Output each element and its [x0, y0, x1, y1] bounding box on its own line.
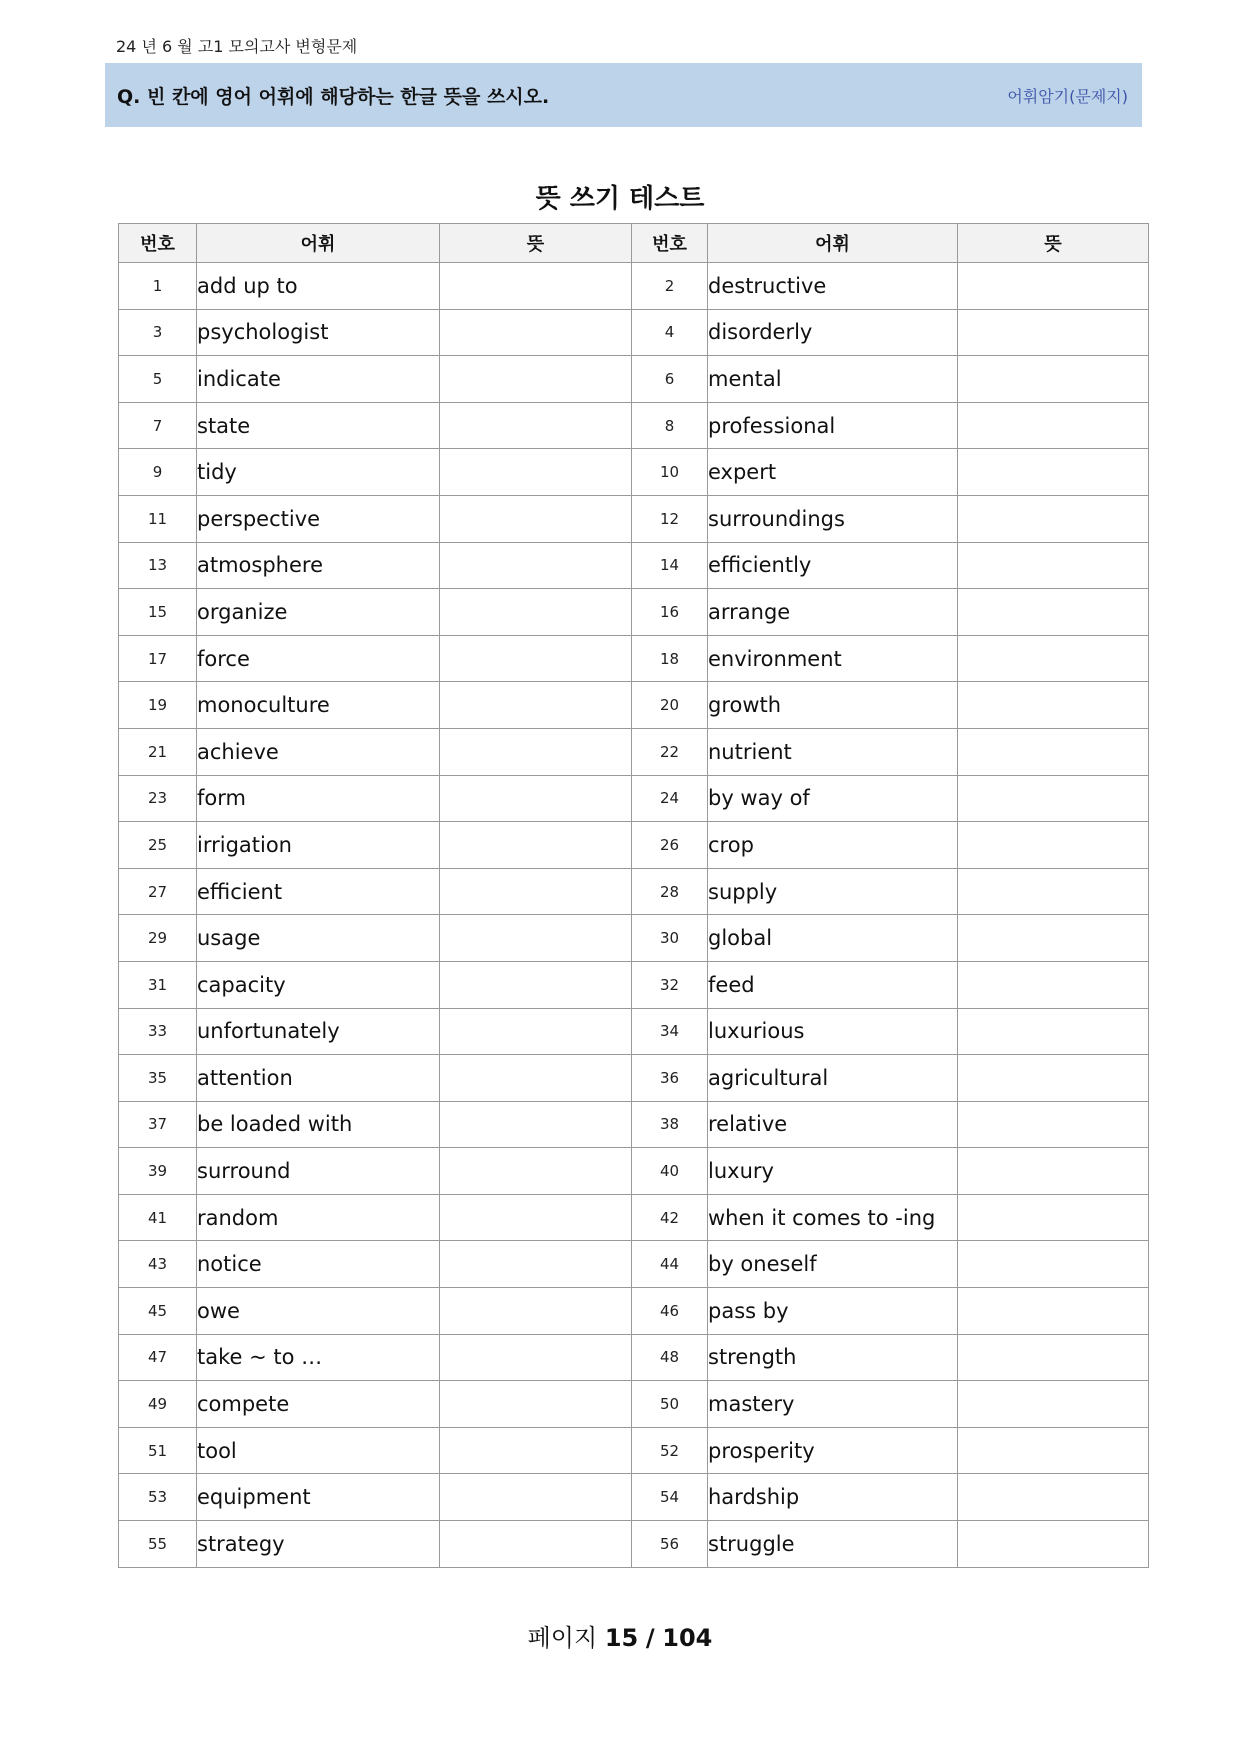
item-number: 13 [119, 542, 197, 589]
item-number: 32 [632, 961, 708, 1008]
item-number: 17 [119, 635, 197, 682]
vocab-word: add up to [197, 263, 440, 310]
meaning-blank[interactable] [440, 1474, 632, 1521]
meaning-blank[interactable] [958, 682, 1149, 729]
vocab-word: tool [197, 1427, 440, 1474]
item-number: 20 [632, 682, 708, 729]
vocab-word: indicate [197, 356, 440, 403]
item-number: 54 [632, 1474, 708, 1521]
table-row [119, 309, 1149, 356]
meaning-blank[interactable] [958, 1427, 1149, 1474]
vocab-word: expert [708, 449, 958, 496]
item-number: 50 [632, 1381, 708, 1428]
meaning-blank[interactable] [440, 402, 632, 449]
vocab-word: luxury [708, 1148, 958, 1195]
table-row [119, 822, 1149, 869]
item-number: 30 [632, 915, 708, 962]
vocab-word: perspective [197, 495, 440, 542]
vocab-word: professional [708, 402, 958, 449]
meaning-blank[interactable] [958, 542, 1149, 589]
table-row [119, 1241, 1149, 1288]
vocab-word: strength [708, 1334, 958, 1381]
header-word: 어휘 [197, 224, 440, 263]
vocab-word: destructive [708, 263, 958, 310]
meaning-blank[interactable] [440, 495, 632, 542]
item-number: 3 [119, 309, 197, 356]
item-number: 15 [119, 589, 197, 636]
table-row [119, 1521, 1149, 1568]
item-number: 6 [632, 356, 708, 403]
item-number: 51 [119, 1427, 197, 1474]
meaning-blank[interactable] [958, 1008, 1149, 1055]
meaning-blank[interactable] [958, 263, 1149, 310]
item-number: 8 [632, 402, 708, 449]
item-number: 37 [119, 1101, 197, 1148]
vocab-word: growth [708, 682, 958, 729]
item-number: 47 [119, 1334, 197, 1381]
vocab-word: prosperity [708, 1427, 958, 1474]
item-number: 18 [632, 635, 708, 682]
meaning-blank[interactable] [440, 309, 632, 356]
vocab-word: unfortunately [197, 1008, 440, 1055]
item-number: 48 [632, 1334, 708, 1381]
vocab-word: notice [197, 1241, 440, 1288]
page-total: 104 [662, 1624, 713, 1652]
vocab-word: owe [197, 1288, 440, 1335]
item-number: 23 [119, 775, 197, 822]
table-row [119, 542, 1149, 589]
vocab-word: take ~ to … [197, 1334, 440, 1381]
vocab-word: struggle [708, 1521, 958, 1568]
table-row [119, 1334, 1149, 1381]
item-number: 11 [119, 495, 197, 542]
meaning-blank[interactable] [440, 356, 632, 403]
instruction-banner [105, 63, 1142, 127]
vocab-word: capacity [197, 961, 440, 1008]
meaning-blank[interactable] [440, 868, 632, 915]
meaning-blank[interactable] [440, 1194, 632, 1241]
item-number: 55 [119, 1521, 197, 1568]
item-number: 25 [119, 822, 197, 869]
vocab-word: form [197, 775, 440, 822]
meaning-blank[interactable] [958, 635, 1149, 682]
vocab-word: arrange [708, 589, 958, 636]
vocab-table [118, 223, 1149, 1568]
meaning-blank[interactable] [958, 775, 1149, 822]
meaning-blank[interactable] [958, 1288, 1149, 1335]
page-prefix: 페이지 [527, 1624, 598, 1652]
table-row [119, 775, 1149, 822]
vocab-word: relative [708, 1101, 958, 1148]
table-row [119, 1194, 1149, 1241]
item-number: 7 [119, 402, 197, 449]
meaning-blank[interactable] [958, 495, 1149, 542]
page-current: 15 [604, 1624, 639, 1652]
header-meaning: 뜻 [958, 224, 1149, 263]
item-number: 26 [632, 822, 708, 869]
meaning-blank[interactable] [440, 728, 632, 775]
item-number: 12 [632, 495, 708, 542]
item-number: 42 [632, 1194, 708, 1241]
meaning-blank[interactable] [440, 1334, 632, 1381]
table-row [119, 1427, 1149, 1474]
table-row [119, 589, 1149, 636]
meaning-blank[interactable] [440, 961, 632, 1008]
vocab-word: attention [197, 1055, 440, 1102]
page-number [0, 1618, 1240, 1653]
item-number: 36 [632, 1055, 708, 1102]
vocab-word: tidy [197, 449, 440, 496]
meaning-blank[interactable] [440, 1101, 632, 1148]
instruction-text: Q. 빈 칸에 영어 어휘에 해당하는 한글 뜻을 쓰시오. [117, 85, 550, 108]
section-tag: 어휘암기(문제지) [1007, 86, 1128, 106]
meaning-blank[interactable] [440, 822, 632, 869]
meaning-blank[interactable] [440, 542, 632, 589]
meaning-blank[interactable] [958, 402, 1149, 449]
vocab-word: efficient [197, 868, 440, 915]
vocab-word: compete [197, 1381, 440, 1428]
item-number: 43 [119, 1241, 197, 1288]
item-number: 38 [632, 1101, 708, 1148]
item-number: 34 [632, 1008, 708, 1055]
item-number: 49 [119, 1381, 197, 1428]
vocab-word: global [708, 915, 958, 962]
meaning-blank[interactable] [440, 1288, 632, 1335]
vocab-word: hardship [708, 1474, 958, 1521]
vocab-word: mastery [708, 1381, 958, 1428]
item-number: 5 [119, 356, 197, 403]
item-number: 46 [632, 1288, 708, 1335]
item-number: 14 [632, 542, 708, 589]
header-word: 어휘 [708, 224, 958, 263]
item-number: 10 [632, 449, 708, 496]
vocab-table-body [119, 263, 1149, 1568]
vocab-word: disorderly [708, 309, 958, 356]
vocab-word: efficiently [708, 542, 958, 589]
item-number: 56 [632, 1521, 708, 1568]
page-separator: / [645, 1624, 655, 1652]
meaning-blank[interactable] [440, 775, 632, 822]
table-row [119, 868, 1149, 915]
vocab-word: mental [708, 356, 958, 403]
item-number: 1 [119, 263, 197, 310]
table-row [119, 1008, 1149, 1055]
item-number: 35 [119, 1055, 197, 1102]
meaning-blank[interactable] [958, 822, 1149, 869]
vocab-word: state [197, 402, 440, 449]
table-row [119, 356, 1149, 403]
meaning-blank[interactable] [958, 728, 1149, 775]
meaning-blank[interactable] [440, 1241, 632, 1288]
item-number: 41 [119, 1194, 197, 1241]
meaning-blank[interactable] [440, 915, 632, 962]
meaning-blank[interactable] [958, 1381, 1149, 1428]
item-number: 16 [632, 589, 708, 636]
table-row [119, 1101, 1149, 1148]
item-number: 29 [119, 915, 197, 962]
item-number: 9 [119, 449, 197, 496]
vocab-word: when it comes to -ing [708, 1194, 958, 1241]
item-number: 52 [632, 1427, 708, 1474]
table-row [119, 449, 1149, 496]
item-number: 19 [119, 682, 197, 729]
item-number: 40 [632, 1148, 708, 1195]
item-number: 22 [632, 728, 708, 775]
vocab-word: by way of [708, 775, 958, 822]
vocab-word: achieve [197, 728, 440, 775]
table-row [119, 682, 1149, 729]
item-number: 39 [119, 1148, 197, 1195]
vocab-word: supply [708, 868, 958, 915]
vocab-word: environment [708, 635, 958, 682]
vocab-word: atmosphere [197, 542, 440, 589]
meaning-blank[interactable] [958, 309, 1149, 356]
meaning-blank[interactable] [440, 1521, 632, 1568]
meaning-blank[interactable] [440, 449, 632, 496]
meaning-blank[interactable] [958, 961, 1149, 1008]
meaning-blank[interactable] [958, 1241, 1149, 1288]
vocab-word: agricultural [708, 1055, 958, 1102]
item-number: 33 [119, 1008, 197, 1055]
meaning-blank[interactable] [958, 1521, 1149, 1568]
vocab-word: by oneself [708, 1241, 958, 1288]
meaning-blank[interactable] [440, 1381, 632, 1428]
header-meaning: 뜻 [440, 224, 632, 263]
meaning-blank[interactable] [958, 868, 1149, 915]
meaning-blank[interactable] [958, 1101, 1149, 1148]
vocab-word: crop [708, 822, 958, 869]
vocab-word: feed [708, 961, 958, 1008]
vocab-word: organize [197, 589, 440, 636]
item-number: 28 [632, 868, 708, 915]
table-row [119, 728, 1149, 775]
meaning-blank[interactable] [958, 356, 1149, 403]
meaning-blank[interactable] [440, 1055, 632, 1102]
meaning-blank[interactable] [958, 1334, 1149, 1381]
header-number: 번호 [632, 224, 708, 263]
vocab-word: surround [197, 1148, 440, 1195]
vocab-word: equipment [197, 1474, 440, 1521]
item-number: 2 [632, 263, 708, 310]
meaning-blank[interactable] [440, 1008, 632, 1055]
table-row [119, 1148, 1149, 1195]
meaning-blank[interactable] [958, 1148, 1149, 1195]
table-header-row [119, 224, 1149, 263]
header-number: 번호 [119, 224, 197, 263]
exam-title: 24 년 6 월 고1 모의고사 변형문제 [116, 37, 358, 56]
table-row [119, 961, 1149, 1008]
item-number: 45 [119, 1288, 197, 1335]
table-row [119, 495, 1149, 542]
vocab-word: strategy [197, 1521, 440, 1568]
vocab-word: psychologist [197, 309, 440, 356]
meaning-blank[interactable] [958, 915, 1149, 962]
table-row [119, 915, 1149, 962]
item-number: 21 [119, 728, 197, 775]
meaning-blank[interactable] [440, 589, 632, 636]
item-number: 31 [119, 961, 197, 1008]
table-row [119, 1288, 1149, 1335]
meaning-blank[interactable] [958, 589, 1149, 636]
vocab-word: pass by [708, 1288, 958, 1335]
vocab-word: force [197, 635, 440, 682]
vocab-word: usage [197, 915, 440, 962]
item-number: 27 [119, 868, 197, 915]
meaning-blank[interactable] [958, 1194, 1149, 1241]
test-title: 뜻 쓰기 테스트 [535, 184, 705, 214]
item-number: 4 [632, 309, 708, 356]
meaning-blank[interactable] [440, 1148, 632, 1195]
vocab-word: nutrient [708, 728, 958, 775]
meaning-blank[interactable] [440, 635, 632, 682]
table-row [119, 1474, 1149, 1521]
vocab-word: irrigation [197, 822, 440, 869]
table-row [119, 402, 1149, 449]
table-row [119, 1381, 1149, 1428]
meaning-blank[interactable] [958, 1474, 1149, 1521]
meaning-blank[interactable] [440, 263, 632, 310]
table-row [119, 263, 1149, 310]
table-row [119, 635, 1149, 682]
vocab-word: luxurious [708, 1008, 958, 1055]
item-number: 53 [119, 1474, 197, 1521]
item-number: 44 [632, 1241, 708, 1288]
meaning-blank[interactable] [440, 682, 632, 729]
table-row [119, 1055, 1149, 1102]
meaning-blank[interactable] [958, 1055, 1149, 1102]
vocab-word: be loaded with [197, 1101, 440, 1148]
vocab-word: surroundings [708, 495, 958, 542]
meaning-blank[interactable] [440, 1427, 632, 1474]
meaning-blank[interactable] [958, 449, 1149, 496]
vocab-word: random [197, 1194, 440, 1241]
item-number: 24 [632, 775, 708, 822]
vocab-word: monoculture [197, 682, 440, 729]
